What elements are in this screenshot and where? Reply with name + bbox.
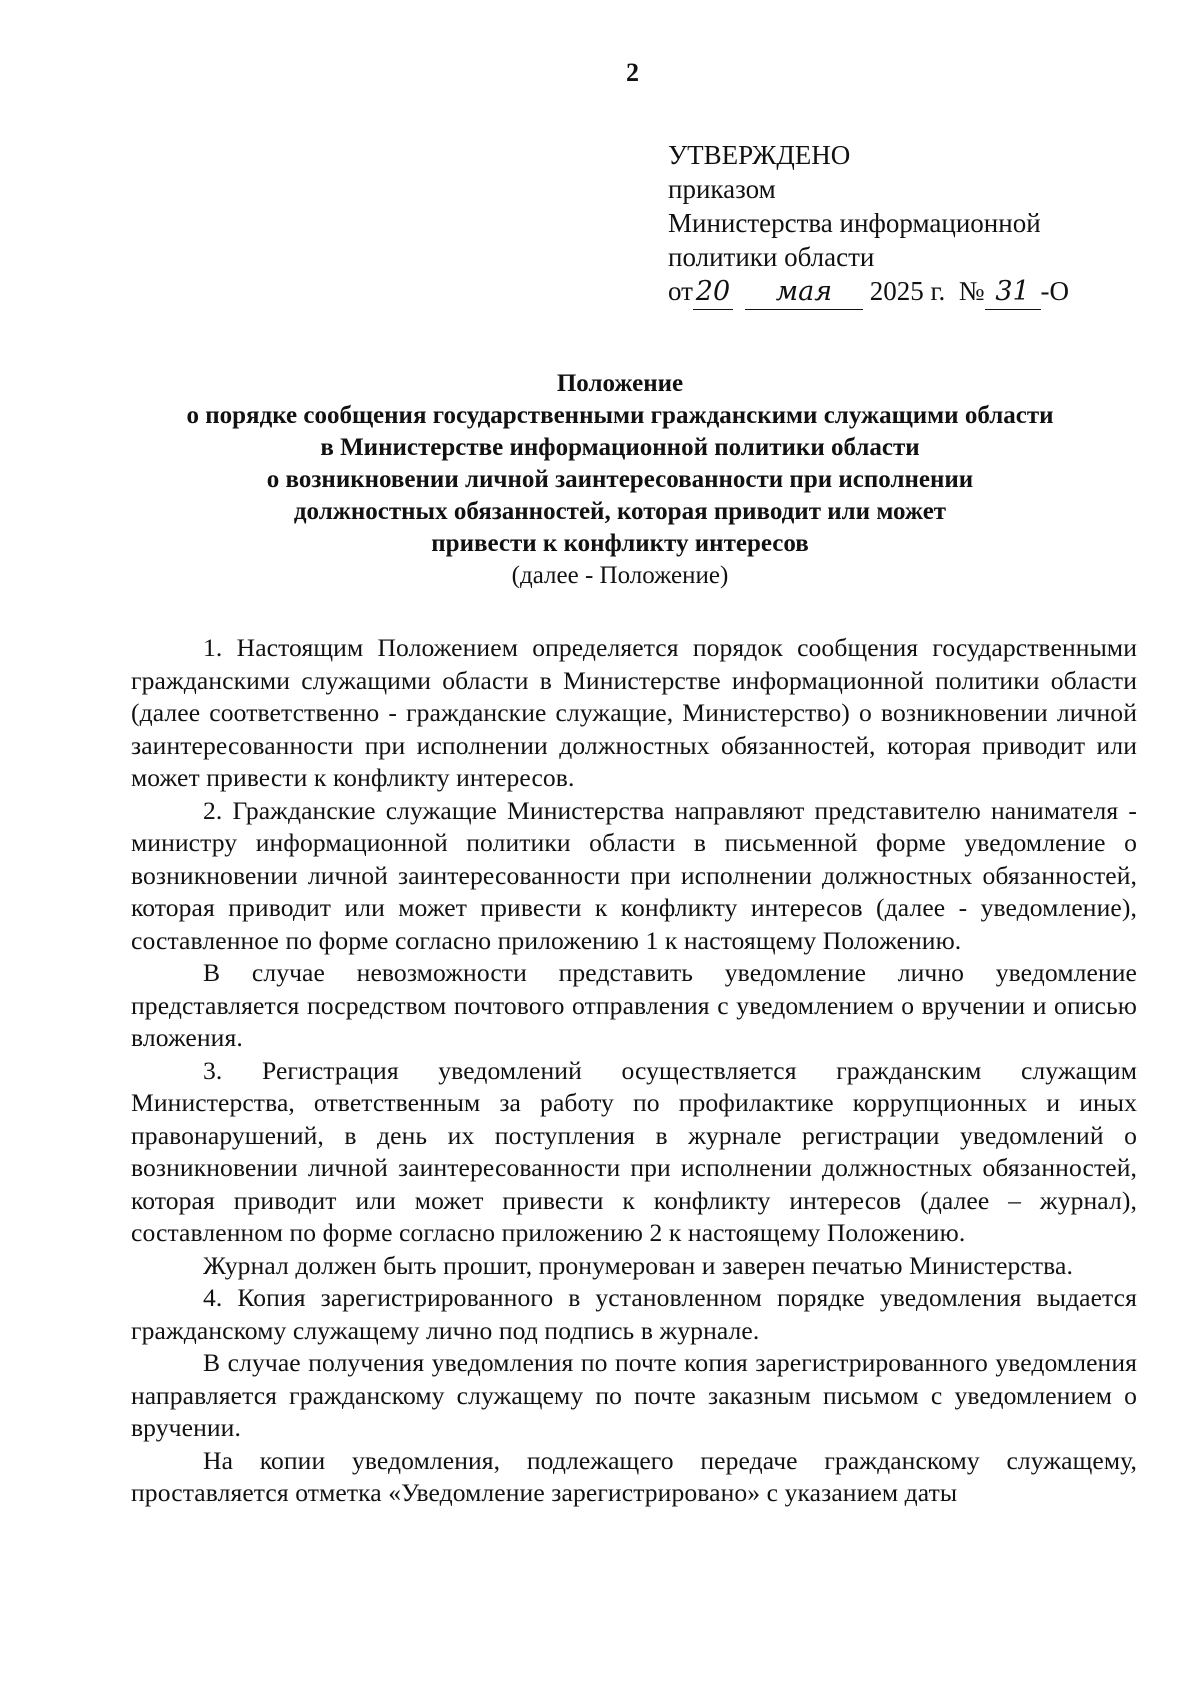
number-suffix: -О bbox=[1040, 276, 1069, 306]
date-month-handwritten: мая bbox=[745, 275, 863, 310]
title-subtitle: (далее - Положение) bbox=[511, 562, 729, 589]
title-line: о порядке сообщения государственными гражданскими служащими области bbox=[186, 402, 1054, 429]
paragraph: Журнал должен быть прошит, пронумерован и заверен печатью Министерства. bbox=[203, 1250, 1073, 1280]
approval-line-3: политики области bbox=[668, 242, 875, 272]
paragraph: В случае получения уведомления по почте копия зарегистрированного уведомления направляется гражданскому служащему по почте заказным письмом с уведомлением о вручении. bbox=[131, 1348, 1137, 1442]
title-line: должностных обязанностей, которая приводит или может bbox=[293, 498, 947, 525]
paragraph: 1. Настоящим Положением определяется порядок сообщения государственными гражданскими служащими области в Министерстве информационной политики области (далее соответственно - гражданские служащие, Министерство) о возникновении личной заинтересованности при исполнении должностных обязанностей, которая приводит или может привести к конфликту интересов. bbox=[131, 633, 1137, 792]
date-prefix: от bbox=[668, 276, 693, 306]
title-heading: Положение bbox=[556, 370, 684, 397]
title-line: о возникновении личной заинтересованности при исполнении bbox=[266, 466, 974, 493]
title-line: в Министерстве информационной политики области bbox=[320, 434, 920, 461]
paragraph: На копии уведомления, подлежащего передаче гражданскому служащему, проставляется отметка «Уведомление зарегистрировано» с указанием даты bbox=[131, 1445, 1137, 1507]
document-body bbox=[131, 632, 1137, 1510]
document-title bbox=[120, 368, 1120, 592]
date-day-handwritten: 20 bbox=[693, 275, 733, 310]
approval-status: УТВЕРЖДЕНО bbox=[668, 140, 851, 170]
approval-line-1: приказом bbox=[668, 174, 776, 204]
paragraph: В случае невозможности представить уведомление лично уведомление представляется посредством почтового отправления с уведомлением о вручении и описью вложения. bbox=[131, 958, 1137, 1052]
paragraph: 2. Гражданские служащие Министерства направляют представителю нанимателя - министру информационной политики области в письменной форме уведомление о возникновении личной заинтересованности при исполнении должностных обязанностей, которая приводит или может привести к конфликту интересов (далее - уведомление), составленное по форме согласно приложению 1 к настоящему Положению. bbox=[131, 795, 1137, 955]
paragraph: 3. Регистрация уведомлений осуществляется гражданским служащим Министерства, ответственным за работу по профилактике коррупционных и иных правонарушений, в день их поступления в журнале регистрации уведомлений о возникновении личной заинтересованности при исполнении должностных обязанностей, которая приводит или может привести к конфликту интересов (далее – журнал), составленном по форме согласно приложению 2 к настоящему Положению. bbox=[131, 1055, 1137, 1247]
order-number-handwritten: 31 bbox=[985, 275, 1041, 310]
number-prefix: № bbox=[958, 276, 985, 306]
title-line: привести к конфликту интересов bbox=[431, 530, 809, 557]
paragraph: 4. Копия зарегистрированного в установленном порядке уведомления выдается гражданскому служащему лично под подпись в журнале. bbox=[131, 1283, 1137, 1345]
approval-block bbox=[668, 138, 1069, 310]
page-number: 2 bbox=[626, 58, 639, 87]
approval-line-2: Министерства информационной bbox=[668, 208, 1041, 238]
approval-date-line bbox=[668, 274, 1069, 310]
date-year: 2025 г. bbox=[869, 276, 946, 306]
